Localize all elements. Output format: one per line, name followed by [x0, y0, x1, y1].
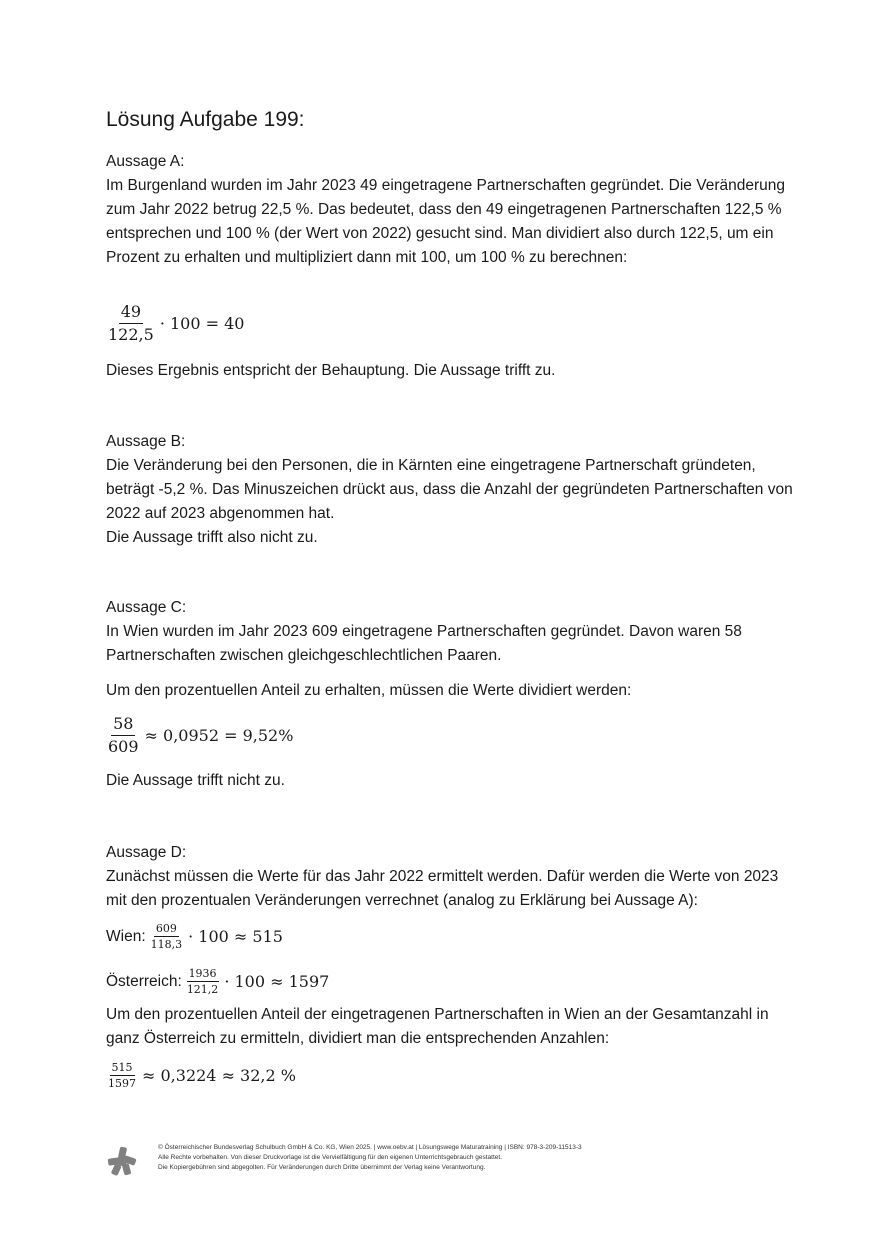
section-a-conclusion: Dieses Ergebnis entspricht der Behauptung. Die Aussage trifft zu.	[106, 362, 556, 379]
fraction: $\frac{58}{609}$	[108, 714, 139, 756]
formula-d-result: $\frac{515}{1597}$ ≈ 0,3224 ≈ 32,2 %	[108, 1061, 296, 1090]
section-d-text: Zunächst müssen die Werte für das Jahr 2022 ermittelt werden. Dafür werden die Werte von 2023 mit den prozentualen Veränderungen verrechnet (analog zu Erklärung bei Aussage A):	[106, 868, 779, 909]
section-b	[106, 430, 796, 550]
formula-d-oesterreich: Österreich: $\frac{1936}{121,2}$ · 100 ≈ 1597	[106, 967, 330, 996]
section-c-conclusion: Die Aussage trifft nicht zu.	[106, 772, 285, 789]
footer-fees: Die Kopiergebühren sind abgegolten. Für Veränderungen durch Dritte übernimmt der Verlag keine Verantwortung.	[158, 1164, 486, 1171]
fraction: $\frac{609}{118,3}$	[150, 922, 183, 951]
section-a-text: Im Burgenland wurden im Jahr 2023 49 eingetragene Partnerschaften gegründet. Die Veränderung zum Jahr 2022 betrug 22,5 %. Das bedeutet, dass den 49 eingetragenen Partnerschaften 122,5 % entsprechen und 100 % (der Wert von 2022) gesucht sind. Man dividiert also durch 122,5, um ein Prozent zu erhalten und multipliziert dann mit 100, um 100 % zu berechnen:	[106, 177, 786, 266]
footer-copyright: © Österreichischer Bundesverlag Schulbuch GmbH & Co. KG, Wien 2025. | www.oebv.at | Lösungswege Maturatraining | ISBN: 978-3-209-11513-3	[158, 1144, 582, 1151]
section-b-heading: Aussage B:	[106, 433, 186, 450]
fraction: $\frac{49}{122,5}$	[108, 302, 154, 344]
page-footer	[106, 1143, 806, 1177]
footer-rights: Alle Rechte vorbehalten. Von dieser Druckvorlage ist die Vervielfältigung für den eigenen Unterrichtsgebrauch gestattet.	[158, 1154, 502, 1161]
section-c-text2: Um den prozentuellen Anteil zu erhalten, müssen die Werte dividiert werden:	[106, 682, 632, 699]
section-b-conclusion: Die Aussage trifft also nicht zu.	[106, 529, 318, 546]
fraction: $\frac{515}{1597}$	[108, 1061, 136, 1090]
section-c-text: In Wien wurden im Jahr 2023 609 eingetragene Partnerschaften gegründet. Davon waren 58 Partnerschaften zwischen gleichgeschlechtlichen Paaren.	[106, 623, 742, 664]
formula-c: $\frac{58}{609}$ ≈ 0,0952 = 9,52%	[108, 714, 294, 756]
section-d-heading: Aussage D:	[106, 844, 187, 861]
publisher-logo-icon	[106, 1145, 138, 1177]
section-c-heading: Aussage C:	[106, 599, 187, 616]
formula-d-wien: Wien: $\frac{609}{118,3}$ · 100 ≈ 515	[106, 922, 283, 951]
section-d-text2: Um den prozentuellen Anteil der eingetragenen Partnerschaften in Wien an der Gesamtanzahl in ganz Österreich zu ermitteln, dividiert man die entsprechenden Anzahlen:	[106, 1006, 769, 1047]
section-a	[106, 150, 796, 270]
footer-text	[158, 1143, 582, 1173]
formula-a: $\frac{49}{122,5}$ · 100 = 40	[108, 302, 245, 344]
section-a-heading: Aussage A:	[106, 153, 185, 170]
section-d	[106, 841, 796, 913]
fraction: $\frac{1936}{121,2}$	[186, 967, 219, 996]
page-title: Lösung Aufgabe 199:	[106, 108, 305, 131]
section-b-text: Die Veränderung bei den Personen, die in Kärnten eine eingetragene Partnerschaft gründeten, beträgt -5,2 %. Das Minuszeichen drückt aus, dass die Anzahl der gegründeten Partnerschaften von 2022 auf 2023 abgenommen hat.	[106, 457, 793, 522]
section-c	[106, 596, 796, 668]
